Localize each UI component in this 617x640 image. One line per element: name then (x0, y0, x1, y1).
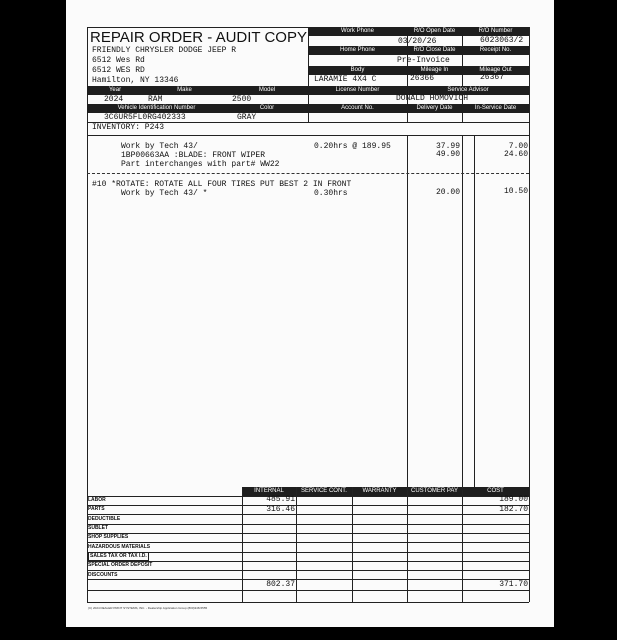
header-receipt-no: Receipt No. (462, 46, 529, 55)
labor-internal-value: 485.91 (266, 495, 295, 504)
line-item-text: Part interchanges with part# WW22 (121, 160, 280, 169)
page-title: REPAIR ORDER - AUDIT COPY (90, 29, 307, 46)
line-item-amount: 37.99 (435, 142, 460, 151)
make-value: RAM (148, 95, 163, 104)
model-value: 2500 (232, 95, 252, 104)
mileage-in-value: 26366 (410, 74, 435, 83)
header-vin: Vehicle Identification Number (87, 104, 226, 113)
line-item-text: Work by Tech 43/ (121, 142, 198, 151)
totals-label-parts: PARTS (88, 506, 105, 512)
header-in-service-date: In-Service Date (462, 104, 529, 113)
header-mileage-out: Mileage Out (462, 66, 529, 75)
rule (87, 590, 529, 591)
dealer-city: Hamilton, NY 13346 (92, 76, 179, 85)
totals-label-deductible: DEDUCTIBLE (88, 516, 121, 522)
totals-label-labor: LABOR (88, 497, 106, 503)
dealer-address-1: 6512 Wes Rd (92, 56, 145, 65)
line-item-cost: 24.60 (503, 150, 528, 159)
line-item-text: 1BP00663AA :BLADE: FRONT WIPER (121, 151, 266, 160)
header-cost: COST (462, 487, 529, 496)
totals-label-sales-tax: SALES TAX OR TAX I.D. (90, 553, 147, 559)
header-account-no: Account No. (308, 104, 407, 113)
vin-value: 3C6UR5FL0RG402333 (104, 113, 186, 122)
ro-number-value: 6023063/2 (480, 36, 524, 45)
dealer-address-2: 6512 WES RD (92, 66, 145, 75)
totals-label-hazardous-materials: HAZARDOUS MATERIALS (88, 544, 151, 550)
inventory-line: INVENTORY: P243 (92, 123, 165, 132)
line-item-cost: 10.50 (503, 187, 528, 196)
header-body: Body (308, 66, 407, 75)
header-service-contract: SERVICE CONT. (296, 487, 352, 496)
rule (87, 524, 529, 525)
line-item-hours: 0.30hrs (314, 189, 348, 198)
header-model: Model (226, 86, 308, 95)
totals-label-sublet: SUBLET (88, 525, 108, 531)
header-ro-open-date: R/O Open Date (407, 27, 462, 36)
totals-label-special-order-deposit: SPECIAL ORDER DEPOSIT (88, 562, 153, 568)
header-make: Make (143, 86, 226, 95)
rule (529, 122, 530, 602)
header-year: Year (87, 86, 143, 95)
header-ro-close-date: R/O Close Date (407, 46, 462, 55)
rule (474, 135, 475, 487)
header-service-advisor: Service Advisor (407, 86, 529, 95)
repair-order-document (66, 0, 554, 627)
header-customer-pay: CUSTOMER PAY (407, 487, 462, 496)
parts-internal-value: 316.46 (266, 505, 295, 514)
dealer-name: FRIENDLY CHRYSLER DODGE JEEP R (92, 46, 237, 55)
totals-label-discounts: DISCOUNTS (88, 572, 118, 578)
line-item-text: Work by Tech 43/ * (121, 189, 208, 198)
header-ro-number: R/O Number (462, 27, 529, 36)
ro-close-date-value: Pre-Invoice (397, 56, 450, 65)
rule (462, 135, 463, 487)
rule (87, 542, 529, 543)
header-mileage-in: Mileage In (407, 66, 462, 75)
footer-imprint: (C) 2024 DEALER PRINT SYSTEMS, INC. - Dealership Application Group (800)348-5555 (88, 606, 208, 610)
rule (529, 27, 530, 122)
header-license-number: License Number (308, 86, 407, 95)
line-item-hours: 0.20hrs @ 189.95 (314, 142, 391, 151)
header-delivery-date: Delivery Date (407, 104, 462, 113)
header-color: Color (226, 104, 308, 113)
rule (87, 602, 529, 603)
rule (87, 533, 529, 534)
grand-total-cost: 371.70 (499, 580, 528, 589)
header-home-phone: Home Phone (308, 46, 407, 55)
header-internal: INTERNAL (242, 487, 296, 496)
parts-cost-value: 182.70 (499, 505, 528, 514)
line-item-cost: 7.00 (508, 142, 528, 151)
year-value: 2024 (104, 95, 124, 104)
line-item-text: #10 *ROTATE: ROTATE ALL FOUR TIRES PUT BEST 2 IN FRONT (92, 180, 352, 189)
color-value: GRAY (237, 113, 257, 122)
header-warranty: WARRANTY (352, 487, 407, 496)
totals-label-shop-supplies: SHOP SUPPLIES (88, 534, 129, 540)
line-item-amount: 49.90 (435, 150, 460, 159)
line-item-amount: 20.00 (435, 188, 460, 197)
ro-open-date-value: 03/20/26 (398, 37, 437, 46)
body-value: LARAMIE 4X4 C (314, 75, 377, 84)
mileage-out-value: 26367 (480, 73, 505, 82)
header-work-phone: Work Phone (308, 27, 407, 36)
separator (87, 173, 529, 174)
labor-cost-value: 189.00 (499, 495, 528, 504)
service-advisor-value: DONALD HOMOVICH (396, 94, 469, 103)
rule (87, 561, 529, 562)
rule (87, 552, 529, 553)
rule (87, 570, 529, 571)
grand-total-internal: 802.37 (266, 580, 295, 589)
